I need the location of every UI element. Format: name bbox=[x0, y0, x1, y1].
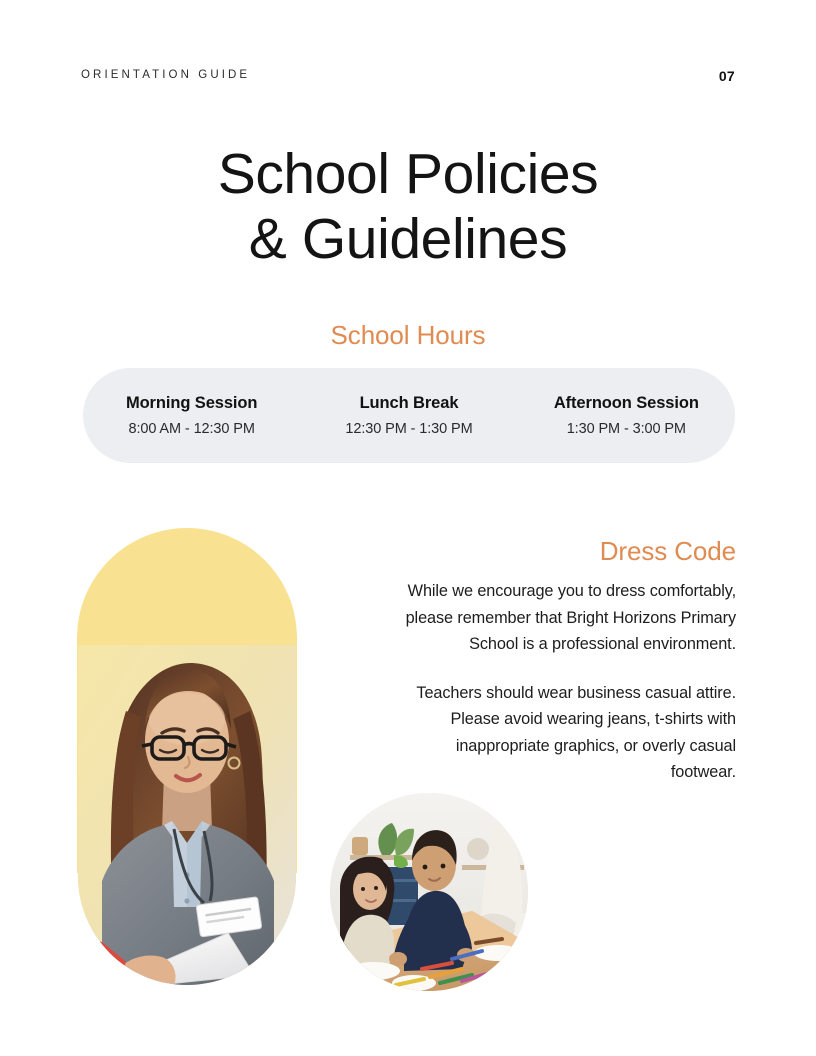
schedule-item bbox=[300, 393, 517, 438]
page-title-line-1: School Policies bbox=[217, 142, 599, 206]
school-hours-panel bbox=[83, 368, 735, 463]
schedule-item bbox=[83, 393, 300, 438]
page-title bbox=[108, 142, 708, 272]
classroom-photo bbox=[330, 793, 528, 991]
teacher-photo bbox=[78, 645, 296, 985]
schedule-item-time: 12:30 PM - 1:30 PM bbox=[345, 420, 473, 437]
schedule-item-time: 1:30 PM - 3:00 PM bbox=[566, 420, 686, 437]
dress-code-paragraph-2: Teachers should wear business casual attire. Please avoid wearing jeans, t-shirts with inappropriate graphics, or overly casual footwear. bbox=[416, 683, 736, 782]
schedule-item-name: Lunch Break bbox=[359, 394, 459, 413]
dress-code-paragraph-1: While we encourage you to dress comfortably, please remember that Bright Horizons Primary School is a professional environment. bbox=[405, 582, 736, 654]
school-hours-heading: School Hours bbox=[330, 320, 486, 350]
dress-code-body bbox=[396, 578, 736, 786]
schedule-item-time: 8:00 AM - 12:30 PM bbox=[128, 420, 255, 437]
document-eyebrow-label: ORIENTATION GUIDE bbox=[81, 69, 251, 82]
schedule-item-name: Morning Session bbox=[125, 394, 258, 413]
page-title-line-2: & Guidelines bbox=[248, 206, 568, 271]
page-number: 07 bbox=[718, 68, 735, 84]
schedule-item bbox=[518, 393, 735, 438]
page-header bbox=[81, 64, 735, 88]
schedule-item-name: Afternoon Session bbox=[553, 394, 699, 413]
dress-code-heading: Dress Code bbox=[599, 536, 736, 566]
